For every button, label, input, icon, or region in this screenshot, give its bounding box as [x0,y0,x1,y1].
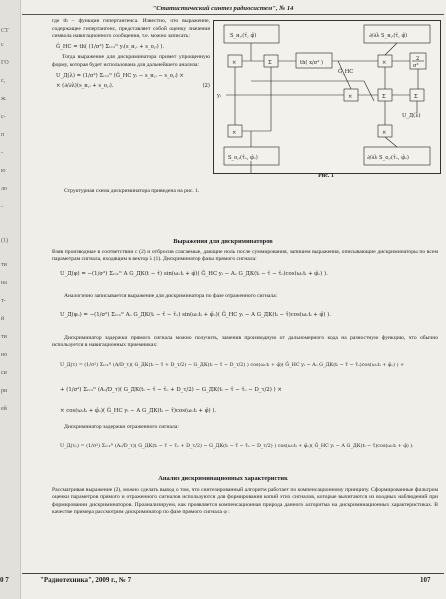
formula-phase-reflected: U_Д(φₒ) = −(1/σ²) Σᵢ₌₁ᴺ Aₒ G_ДК(tᵢ − τ̂ − τ̂ₒ) sin(ωₒtᵢ + φ̂ₒ)( Ĝ_НС yᵢ − A G_ДК(tᵢ − τ̂)cos(ωₒtᵢ + φ̂) ). [60,312,331,318]
summator-out-sign: Σ [414,94,418,100]
previous-page-text-fragment: ГО [1,60,9,66]
multiplier-top-right-sign: × [382,60,387,66]
footer-journal-issue: "Радиотехника", 2009 г., № 7 [40,576,132,584]
generator-reflected-label: S_о,ᵢ(τ̂ₒ, φ̂ₒ) [228,155,258,161]
previous-page-text-fragment: с- [1,114,6,120]
previous-page-text-fragment: c [1,42,4,48]
formula-delay-direct-line-3: × cos(ωₒtᵢ + φ̂ₒ)( Ĝ_НС yᵢ − A G_ДК(tᵢ − τ̂)cos(ωₒtᵢ + φ̂) ). [60,408,217,414]
derivative-direct-label: ∂/∂λ S_н,ᵢ(τ̂, φ̂) [369,33,408,39]
multiplier-middle-sign: × [348,94,353,100]
previous-page-text-fragment: ти [1,334,7,340]
section2-paragraph-1: Рассматривая выражение (2), можно сделать вывод о том, что синтезированный алгоритм работает по компенсационному принципу. Сформированные фильтром оценки параметров прямого и отраженного сигналов используются для формирования копий этих сигналов, которые вычитаются из входных наблюдений при формировании дискриминаторов. Проанализируем, как проявляется компенсационная природа данного алгоритма на дискриминационных характеристиках. В качестве примера рассмотрим дискриминатор по фазе прямого сигнала φ : [52,487,438,516]
previous-page-text-fragment: й [1,316,5,322]
previous-page-text-fragment: п [1,132,5,138]
previous-page-text-fragment: си [1,370,7,376]
previous-page-text-fragment: т- [1,298,6,304]
scale-block-den: σ² [413,63,419,69]
section1-paragraph-2: Аналогично записывается выражение для дискриминатора по фазе отраженного сигнала: [64,293,278,299]
formula-phase-direct: U_Д(φ) = −(1/σ²) Σᵢ₌₁ᴺ A G_ДК(t − τ̂) sin(ωₒtᵢ + φ̂)( Ĝ_НС yᵢ − Aₒ G_ДК(tᵢ − τ̂ − τ̂ₒ)cos(ωₒtᵢ + φ̂ₒ) ). [60,271,328,277]
block-diagram-svg [214,21,440,173]
previous-page-footer-fragment: 0 7 [0,576,9,584]
summator-middle-sign: Σ [382,94,386,100]
previous-page-edge [0,0,21,599]
input-yi-label: yᵢ [217,93,221,99]
previous-page-text-fragment: - [1,150,3,156]
previous-page-text-fragment: (1) [1,238,8,244]
summator-1-sign: Σ [268,60,272,66]
previous-page-text-fragment: ж. [1,96,7,102]
previous-page-text-fragment: ю [1,168,6,174]
scale-block-num: 2 [416,56,420,62]
figure-1-block-diagram [213,20,441,174]
previous-page-text-fragment: ло [1,186,7,192]
multiplier-bottom-right-sign: × [382,130,387,136]
figure-caption: Рис. 1 [318,173,334,179]
equation-2-line-2 [56,83,210,91]
output-label: U_Д(λ) [402,113,421,119]
previous-page-text-fragment: но [1,352,8,358]
th-block-label: th( x/σ² ) [300,60,324,66]
previous-page-text-fragment: ей [1,406,7,412]
section-heading-analysis: Анализ дискриминационных характеристик [158,475,288,482]
equation-ghc: Ĝ_НС = th( (1/σ²) Σᵢ₌₁ᴺ yᵢ(s_н,ᵢ + s_о,ᵢ) ). [56,43,165,50]
formula-delay-direct-line-2: + (1/σ²) Σᵢ₌₁ᴺ (Aₒ/D_τ)( G_ДК(tᵢ − τ̂ − τ̂ₒ + D_τ/2) − G_ДК(tᵢ − τ̂ − τ̂ₒ − D_τ/2) ) × [60,387,282,393]
figure-reference-text: Структурная схема дискриминатора приведена на рис. 1. [64,188,200,194]
intro-column [52,18,210,94]
section-heading-discriminators: Выражения для дискриминаторов [173,238,273,245]
previous-page-text-fragment: СТ [1,28,9,34]
equation-2-number: (2) [202,83,210,90]
page-number: 107 [420,576,431,584]
journal-running-title: "Статистический синтез радиосистем", № 14 [152,5,294,12]
previous-page-text-fragment: с, [1,78,6,84]
header-rule [22,14,444,15]
previous-page-text-fragment: на [1,280,7,286]
ghc-label: Ĝ_НС [338,69,354,75]
multiplier-2-sign: × [232,130,237,136]
previous-page-text-fragment: ти [1,262,7,268]
previous-page-text-fragment: ри [1,388,8,394]
section1-paragraph-3: Дискриминатор задержки прямого сигнала можно получить, заменив производную от дальномерного кода на разностную функцию, что обычно используется в навигационных приемниках: [52,335,438,349]
formula-delay-reflected: U_Д(τₒ) = (1/σ²) Σᵢ₌₁ᴺ (Aₒ/D_τ)( G_ДК(tᵢ − τ̂ − τ̂ₒ + D_τ/2) − G_ДК(tᵢ − τ̂ − τ̂ₒ − D_τ/2) ) cos(ωₒtᵢ + φ̂ₒ)( Ĝ_НС yᵢ − A G_ДК(tᵢ − τ̂)cos(ωₒtᵢ + φ̂) ). [60,443,414,449]
equation-2-line-2-text: × (∂/∂λ)(s_н,ᵢ + s_о,ᵢ). [56,83,114,90]
previous-page-text-fragment: - [1,204,3,210]
derivative-reflected-label: ∂/∂λ S_о,ᵢ(τ̂ₒ, φ̂ₒ) [367,155,409,161]
generator-direct-label: S_н,ᵢ(τ̂, φ̂) [230,33,257,39]
intro-paragraph-2: Тогда выражение для дискриминатора примет упрощенную форму, которая будет использована для дальнейшего анализа: [52,54,210,68]
section1-paragraph-1: Взяв производные в соответствии с (2) и отбросив слагаемые, дающие ноль после суммирования, запишем выражения, описывающие дискриминаторы по всем параметрам сигнала, входящим в вектор λ (1). Дискриминатор фазы прямого сигнала: [52,249,438,263]
formula-delay-direct-line-1: U_Д(τ) = (1/σ²) Σᵢ₌₁ᴺ (A/D_τ)( G_ДК(tᵢ − τ̂ + D_τ/2) − G_ДК(tᵢ − τ̂ − D_τ/2) ) cos(ωₒtᵢ + φ̂)( Ĝ_НС yᵢ − Aₒ G_ДК(tᵢ − τ̂ − τ̂ₒ)cos(ωₒtᵢ + φ̂ₒ) ) + [60,362,405,368]
intro-paragraph-1: где th – функция гипертангенса. Известно, что выражение, содержащее гипертангенс, представляет собой оценку значения символа навигационного сообщения, т.е. можно записать: [52,18,210,40]
equation-2-line-1: U_Д(λ) = (1/σ²) Σᵢ₌₁ᴺ (Ĝ_НС yᵢ − s_н,ᵢ − s_о,ᵢ) × [56,72,184,79]
section1-paragraph-4: Дискриминатор задержки отраженного сигнала: [64,424,179,430]
multiplier-1-sign: × [232,60,237,66]
footer-rule [22,573,444,574]
